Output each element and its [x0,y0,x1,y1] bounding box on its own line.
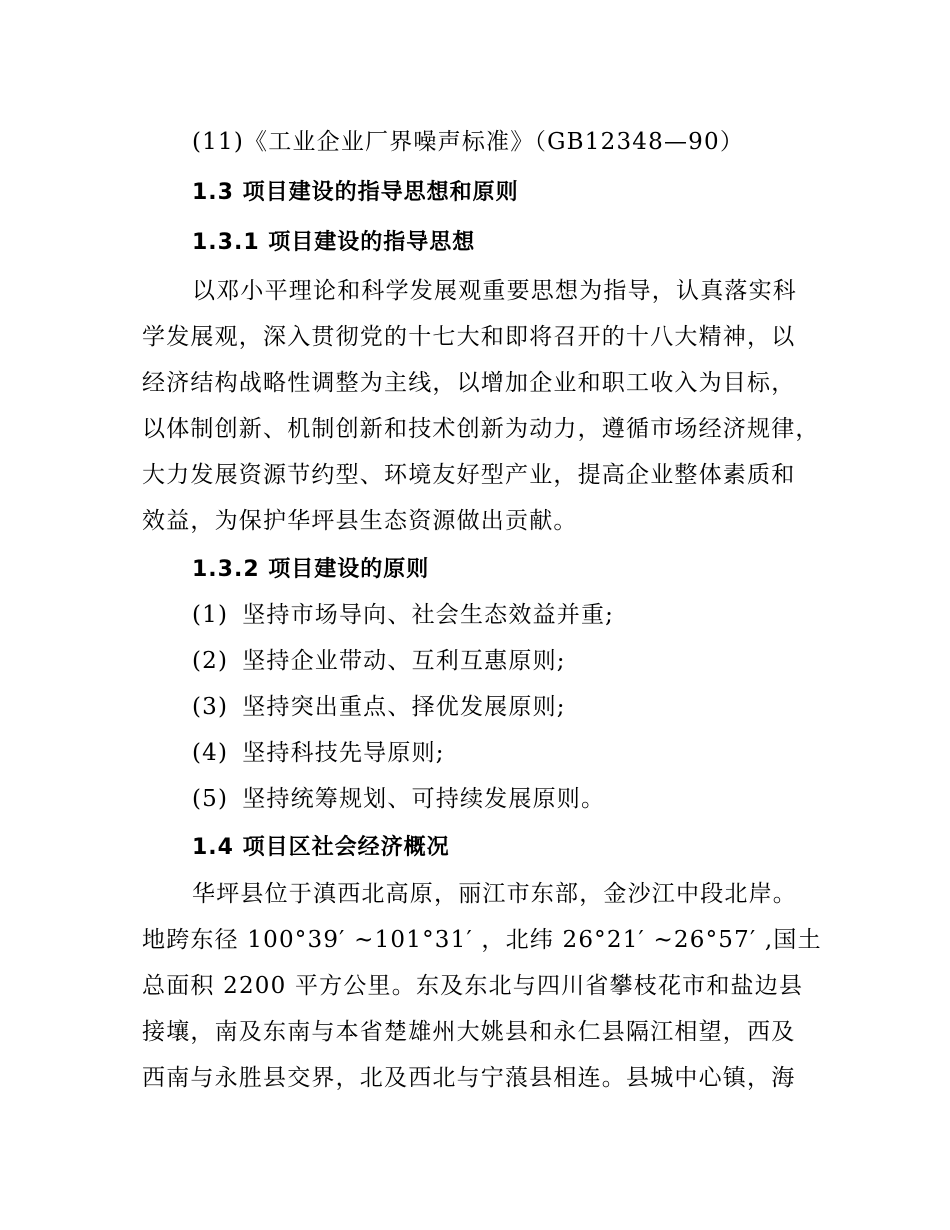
principle-number: (4) [192,740,229,766]
principle-text: 坚持突出重点、择优发展原则; [242,694,566,720]
principle-item [192,646,566,676]
paragraph-line: 以体制创新、机制创新和技术创新为动力，遵循市场经济规律， [142,416,820,442]
paragraph-line: 以邓小平理论和科学发展观重要思想为指导，认真落实科 [192,278,797,304]
paragraph-line: 地跨东径 100°39′ ~101°31′ ，北纬 26°21′ ~26°57′ ,国土 [142,927,822,953]
principle-text: 坚持市场导向、社会生态效益并重; [242,602,615,628]
paragraph-line: 总面积 2200 平方公里。东及东北与四川省攀枝花市和盐边县 [142,973,804,999]
paragraph-line: 西南与永胜县交界，北及西北与宁蒗县相连。县城中心镇，海 [142,1065,796,1091]
section-heading-1-3: 1.3 项目建设的指导思想和原则 [192,180,519,205]
section-heading-1-4: 1.4 项目区社会经济概况 [192,835,450,860]
principle-item [192,600,614,630]
paragraph-line: 接壤，南及东南与本省楚雄州大姚县和永仁县隔江相望，西及 [142,1019,796,1045]
principle-item [192,738,445,768]
principle-number: (5) [192,786,229,812]
principle-number: (2) [192,648,229,674]
reference-item-11: (11)《工业企业厂界噪声标准》（GB12348—90） [192,129,745,155]
principle-text: 坚持统筹规划、可持续发展原则。 [242,786,606,812]
subsection-heading-1-3-2: 1.3.2 项目建设的原则 [192,557,430,582]
principle-number: (3) [192,694,229,720]
paragraph-line: 学发展观，深入贯彻党的十七大和即将召开的十八大精神，以 [142,324,796,350]
paragraph-line: 大力发展资源节约型、环境友好型产业，提高企业整体素质和 [142,462,796,488]
paragraph-line: 效益，为保护华坪县生态资源做出贡献。 [142,508,578,534]
principle-text: 坚持科技先导原则; [242,740,445,766]
paragraph-line: 经济结构战略性调整为主线，以增加企业和职工收入为目标， [142,370,796,396]
principle-number: (1) [192,602,229,628]
principle-item [192,784,605,814]
paragraph-line: 华坪县位于滇西北高原，丽江市东部，金沙江中段北岸。 [192,881,797,907]
subsection-heading-1-3-1: 1.3.1 项目建设的指导思想 [192,230,476,255]
principle-item [192,692,566,722]
principle-text: 坚持企业带动、互利互惠原则; [242,648,566,674]
